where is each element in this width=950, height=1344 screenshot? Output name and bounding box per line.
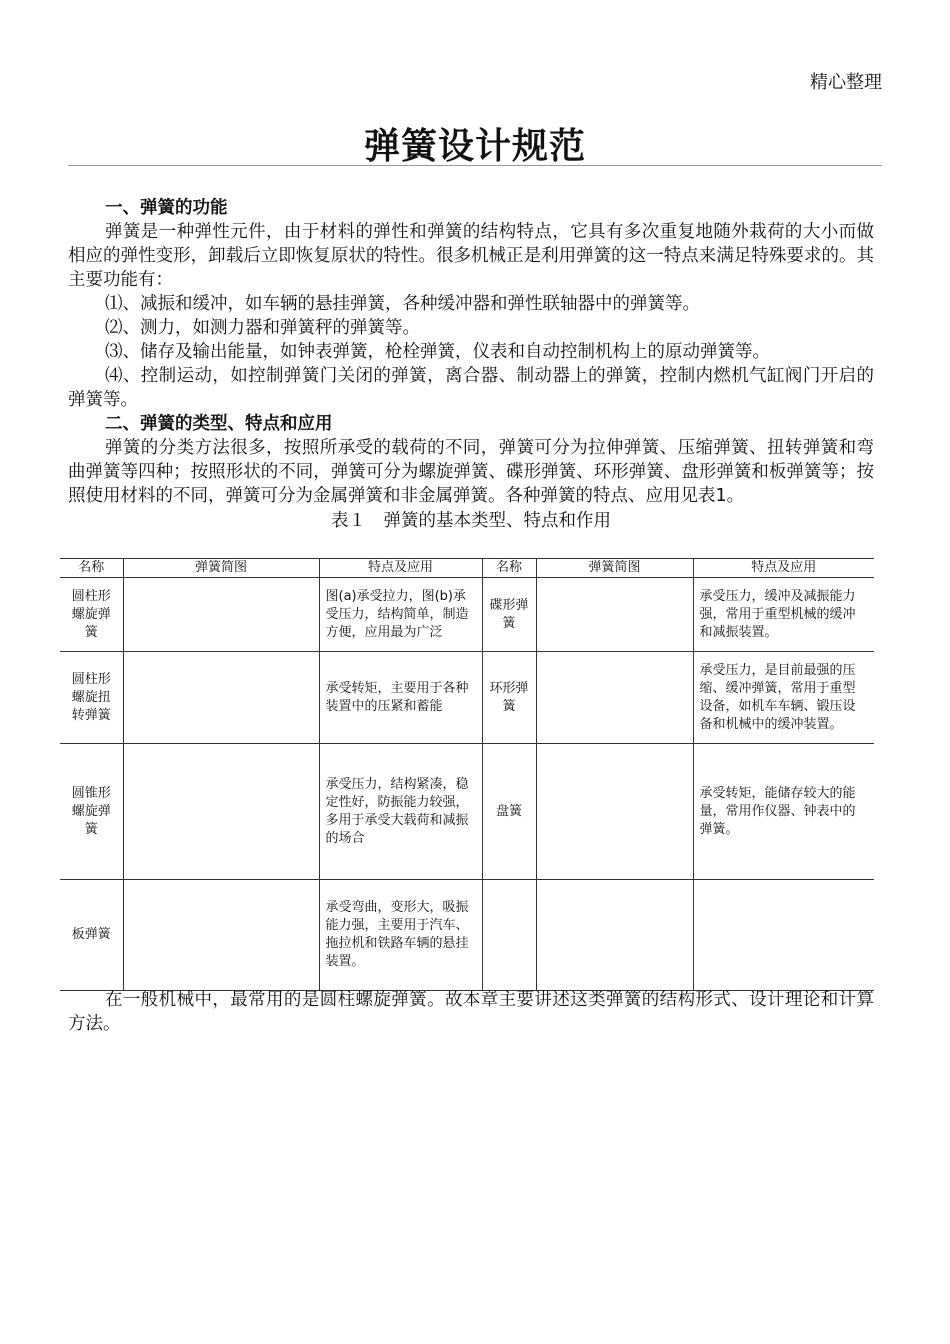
spring-description: 承受弯曲，变形大，吸振能力强，主要用于汽车、拖拉机和铁路车辆的悬挂装置。 [319, 880, 482, 991]
function-item: ⑵、测力，如测力器和弹簧秤的弹簧等。 [105, 318, 420, 338]
spring-name: 板弹簧 [60, 880, 123, 991]
spring-diagram-cell [536, 578, 693, 652]
spring-diagram-cell [536, 652, 693, 744]
closing-content [68, 988, 874, 1036]
spring-diagram-cell [123, 652, 319, 744]
table-row [60, 744, 874, 880]
header-features: 特点及应用 [319, 559, 482, 578]
spring-name [482, 880, 536, 991]
spring-description: 承受转矩，主要用于各种装置中的压紧和蓄能 [319, 652, 482, 744]
spring-diagram-cell [123, 578, 319, 652]
spring-name: 盘簧 [482, 744, 536, 880]
function-item: ⑷、控制运动，如控制弹簧门关闭的弹簧，离合器、制动器上的弹簧，控制内燃机气缸阀门开启的弹簧等。 [68, 366, 874, 410]
page-title: 弹簧设计规范 [363, 126, 586, 167]
header-diagram: 弹簧简图 [536, 559, 693, 578]
section-2-body: 弹簧的分类方法很多，按照所承受的载荷的不同，弹簧可分为拉伸弹簧、压缩弹簧、扭转弹簧和弯曲弹簧等四种；按照形状的不同，弹簧可分为螺旋弹簧、碟形弹簧、环形弹簧、盘形弹簧和板弹簧等；按照使用材料的不同，弹簧可分为金属弹簧和非金属弹簧。各种弹簧的特点、应用见表1。 [68, 438, 874, 506]
spring-diagram-cell [536, 880, 693, 991]
spring-diagram-cell [536, 744, 693, 880]
header-features: 特点及应用 [693, 559, 874, 578]
table-row [60, 880, 874, 991]
spring-name: 圆柱形螺旋弹簧 [60, 578, 123, 652]
title-divider [68, 165, 882, 166]
spring-diagram-cell [123, 744, 319, 880]
table-row [60, 652, 874, 744]
header-diagram: 弹簧简图 [123, 559, 319, 578]
spring-description: 承受压力，缓冲及减振能力强，常用于重型机械的缓冲和减振装置。 [693, 578, 874, 652]
table-caption: 表１ 弹簧的基本类型、特点和作用 [331, 511, 611, 531]
spring-name: 环形弹簧 [482, 652, 536, 744]
spring-name: 碟形弹簧 [482, 578, 536, 652]
header-name: 名称 [60, 559, 123, 578]
section-1-heading: 一、弹簧的功能 [105, 198, 228, 218]
header-note: 精心整理 [810, 72, 882, 93]
section-2-heading: 二、弹簧的类型、特点和应用 [105, 414, 333, 434]
function-item: ⑶、储存及输出能量，如钟表弹簧，枪栓弹簧，仪表和自动控制机构上的原动弹簧等。 [105, 342, 770, 362]
function-item: ⑴、减振和缓冲，如车辆的悬挂弹簧，各种缓冲器和弹性联轴器中的弹簧等。 [105, 294, 700, 314]
header-name: 名称 [482, 559, 536, 578]
spring-description: 承受压力，结构紧凑，稳定性好，防振能力较强，多用于承受大载荷和减振的场合 [319, 744, 482, 880]
spring-diagram-cell [123, 880, 319, 991]
main-content [68, 196, 874, 532]
spring-types-table [60, 558, 874, 991]
closing-paragraph: 在一般机械中，最常用的是圆柱螺旋弹簧。故本章主要讲述这类弹簧的结构形式、设计理论和计算方法。 [68, 990, 874, 1034]
spring-description [693, 880, 874, 991]
spring-description: 承受压力，是目前最强的压缩、缓冲弹簧，常用于重型设备，如机车车辆、锻压设备和机械中的缓冲装置。 [693, 652, 874, 744]
spring-name: 圆柱形螺旋扭转弹簧 [60, 652, 123, 744]
spring-name: 圆锥形螺旋弹簧 [60, 744, 123, 880]
spring-description: 承受转矩，能储存较大的能量，常用作仪器、钟表中的弹簧。 [693, 744, 874, 880]
table-row [60, 578, 874, 652]
table-header-row [60, 559, 874, 578]
section-1-intro: 弹簧是一种弹性元件，由于材料的弹性和弹簧的结构特点，它具有多次重复地随外栽荷的大小而做相应的弹性变形，卸载后立即恢复原状的特性。很多机械正是利用弹簧的这一特点来满足特殊要求的。其主要功能有： [68, 222, 874, 290]
spring-description: 图(a)承受拉力，图(b)承受压力，结构简单，制造方便，应用最为广泛 [319, 578, 482, 652]
